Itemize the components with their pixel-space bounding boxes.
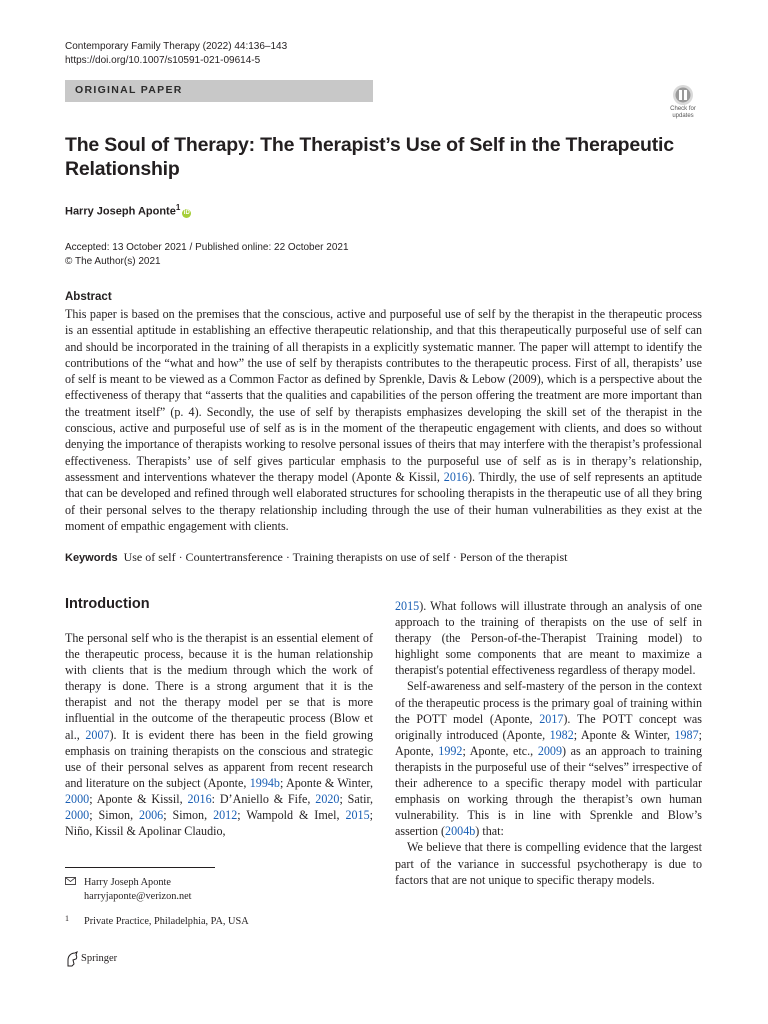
citation-link[interactable]: 2004b (445, 824, 476, 839)
citation-link[interactable]: 2012 (213, 808, 238, 823)
article-type-band (65, 80, 373, 102)
right-column (395, 598, 702, 888)
abstract-heading: Abstract (65, 291, 112, 303)
text-run: ; Aponte & Winter, (573, 727, 675, 742)
copyright-line: © The Author(s) 2021 (65, 256, 161, 267)
springer-horse-icon (65, 951, 79, 967)
text-run: ). It is evident there has been in the field growing emphasis on training therapists on the conscious and strategic use of their personal selves as apparent from recent research and literature on the subject (Aponte, (65, 727, 373, 790)
text-run: ). What follows will illustrate through an analysis of one approach to the training of therapists on the use of self in therapy (the Person-of-the-Therapist Training model) to highlight some components that are meant to maximize a therapist's potential effectiveness regardless of therapy model. (395, 599, 702, 678)
publisher-name: Springer (81, 953, 118, 964)
citation-link[interactable]: 2016 (443, 469, 468, 484)
text-run: ; Simon, (163, 808, 214, 823)
citation-link[interactable]: 2017 (539, 711, 564, 726)
envelope-icon (65, 877, 76, 885)
citation-link[interactable]: 2016 (187, 791, 212, 806)
author-affiliation-mark: 1 (175, 203, 181, 212)
citation-link[interactable]: 2000 (65, 791, 90, 806)
check-for-updates-text: Check for updates (670, 106, 696, 119)
text-run: ). The POTT concept was originally introduced (Aponte, (395, 711, 703, 742)
citation-link[interactable]: 2007 (85, 727, 110, 742)
citation-link[interactable]: 2009 (537, 743, 562, 758)
text-run: We believe that there is compelling evidence that the largest part of the variance in successful psychotherapy is due to factors that are not unique to specific therapy models. (395, 840, 702, 887)
orcid-icon[interactable]: iD (183, 209, 190, 216)
citation-link[interactable]: 2015 (395, 599, 420, 613)
text-run: ; Aponte, (395, 727, 702, 758)
text-run: ; Simon, (89, 808, 140, 823)
citation-link[interactable]: 2006 (139, 808, 164, 823)
text-run: Self-awareness and self-mastery of the person in the context of the therapeutic process is the primary goal of training within the POTT model (Aponte, (395, 679, 702, 726)
introduction-heading: Introduction (65, 596, 150, 612)
text-run: ; Satir, (339, 791, 374, 806)
text-run: ; Niño, Kissil & Apolinar Claudio, (65, 808, 373, 839)
footnote-rule (65, 867, 215, 868)
paragraph (395, 678, 702, 839)
keywords-label: Keywords (65, 552, 118, 564)
check-for-updates-badge[interactable] (665, 84, 701, 124)
corresponding-author-name: Harry Joseph Aponte (84, 877, 171, 888)
citation-link[interactable]: 1992 (438, 743, 463, 758)
text-run: ) that: (475, 824, 504, 839)
author-line (65, 203, 191, 218)
corresponding-author-email[interactable]: harryjaponte@verizon.net (84, 891, 192, 902)
keywords-list: Use of self · Countertransference · Training therapists on use of self · Person of the therapist (123, 550, 568, 564)
text-run: : D’Aniello & Fife, (211, 791, 316, 806)
affiliation: Private Practice, Philadelphia, PA, USA (84, 916, 249, 927)
article-title: The Soul of Therapy: The Therapist’s Use of Self in the Therapeutic Relationship (65, 134, 674, 180)
paragraph (65, 630, 373, 839)
text-run: ; Aponte & Kissil, (89, 791, 188, 806)
publication-dates: Accepted: 13 October 2021 / Published online: 22 October 2021 (65, 242, 349, 253)
text-run: The personal self who is the therapist is an essential element of the therapeutic process, because it is the human relationship with clients that is the medium through which the work of therapy is done. There is a strong argument that it is the therapist and not the therapy model per se that is more influential in the outcome of the therapeutic process (Blow et al., (65, 631, 373, 742)
paragraph (395, 598, 702, 678)
citation-link[interactable]: 1987 (674, 727, 699, 742)
text-run: ; Aponte & Winter, (279, 775, 374, 790)
abstract-body: This paper is based on the premises that the conscious, active and purposeful use of self by the therapist in the therapeutic process is an essential aptitude in establishing an effective therapeutic relationship, and that this therapeutically purposeful use of self can and should be incorporated in the training of all therapists in a explicitly systematic manner. The paper will attempt to identify the contributions of the “what and how” the use of self by therapists contributes to the therapeutic process. First of all, therapists’ use of self is meant to be viewed as a Common Factor as defined by Sprenkle, Davis & Lebow (2009), which is a perspective about the effectiveness of therapy that “asserts that the qualities and capabilities of the person offering the treatment are more important than the treatment itself” (p. 4). Secondly, the use of self by therapists emphasizes developing the skill set of the therapist in the conscious, active and purposeful use of self as is in the moment of the therapeutic engagement with clients, and does so without denying the importance of therapists working to resolve personal issues of theirs that may interfere with the therapist’s professional effectiveness. Therapists’ use of self gives particular emphasis to the purposeful use of self as is in therapy’s relationship, assessment and interventions whatever the therapy model (Aponte & Kissil, 2016). Thirdly, the use of self represents an aptitude that can be developed and refined through well elaborated structures for schooling therapists in the therapeutic use of all they bring of their personal selves to the therapy relationship including through the use of their human vulnerabilities as they exist at the moment of empathic engagement with clients. (65, 307, 702, 533)
text-run: ) as an approach to training therapists in the purposeful use of their “selves” irrespective of their adherence to a specific therapy model with particular emphasis on working through the therapist’s own human vulnerability. This is in line with Sprenkle and Blow’s assertion ( (395, 743, 703, 839)
affiliation-mark: 1 (65, 914, 69, 923)
citation-link[interactable]: 2015 (345, 808, 370, 823)
citation-link[interactable]: 1982 (549, 727, 574, 742)
journal-citation: Contemporary Family Therapy (2022) 44:136–143 (65, 41, 288, 52)
quote-paragraph (395, 839, 702, 887)
text-run: ; Aponte, etc., (462, 743, 538, 758)
keywords (65, 549, 705, 566)
citation-link[interactable]: 2000 (65, 808, 90, 823)
crossmark-icon (665, 84, 701, 106)
citation-link[interactable]: 1994b (249, 775, 280, 790)
article-type-label: ORIGINAL PAPER (75, 84, 183, 96)
author-name[interactable]: Harry Joseph Aponte (65, 205, 176, 218)
left-column (65, 630, 373, 839)
text-run: ; Wampold & Imel, (237, 808, 346, 823)
doi-link[interactable]: https://doi.org/10.1007/s10591-021-09614-5 (65, 55, 261, 66)
citation-link[interactable]: 2020 (315, 791, 340, 806)
